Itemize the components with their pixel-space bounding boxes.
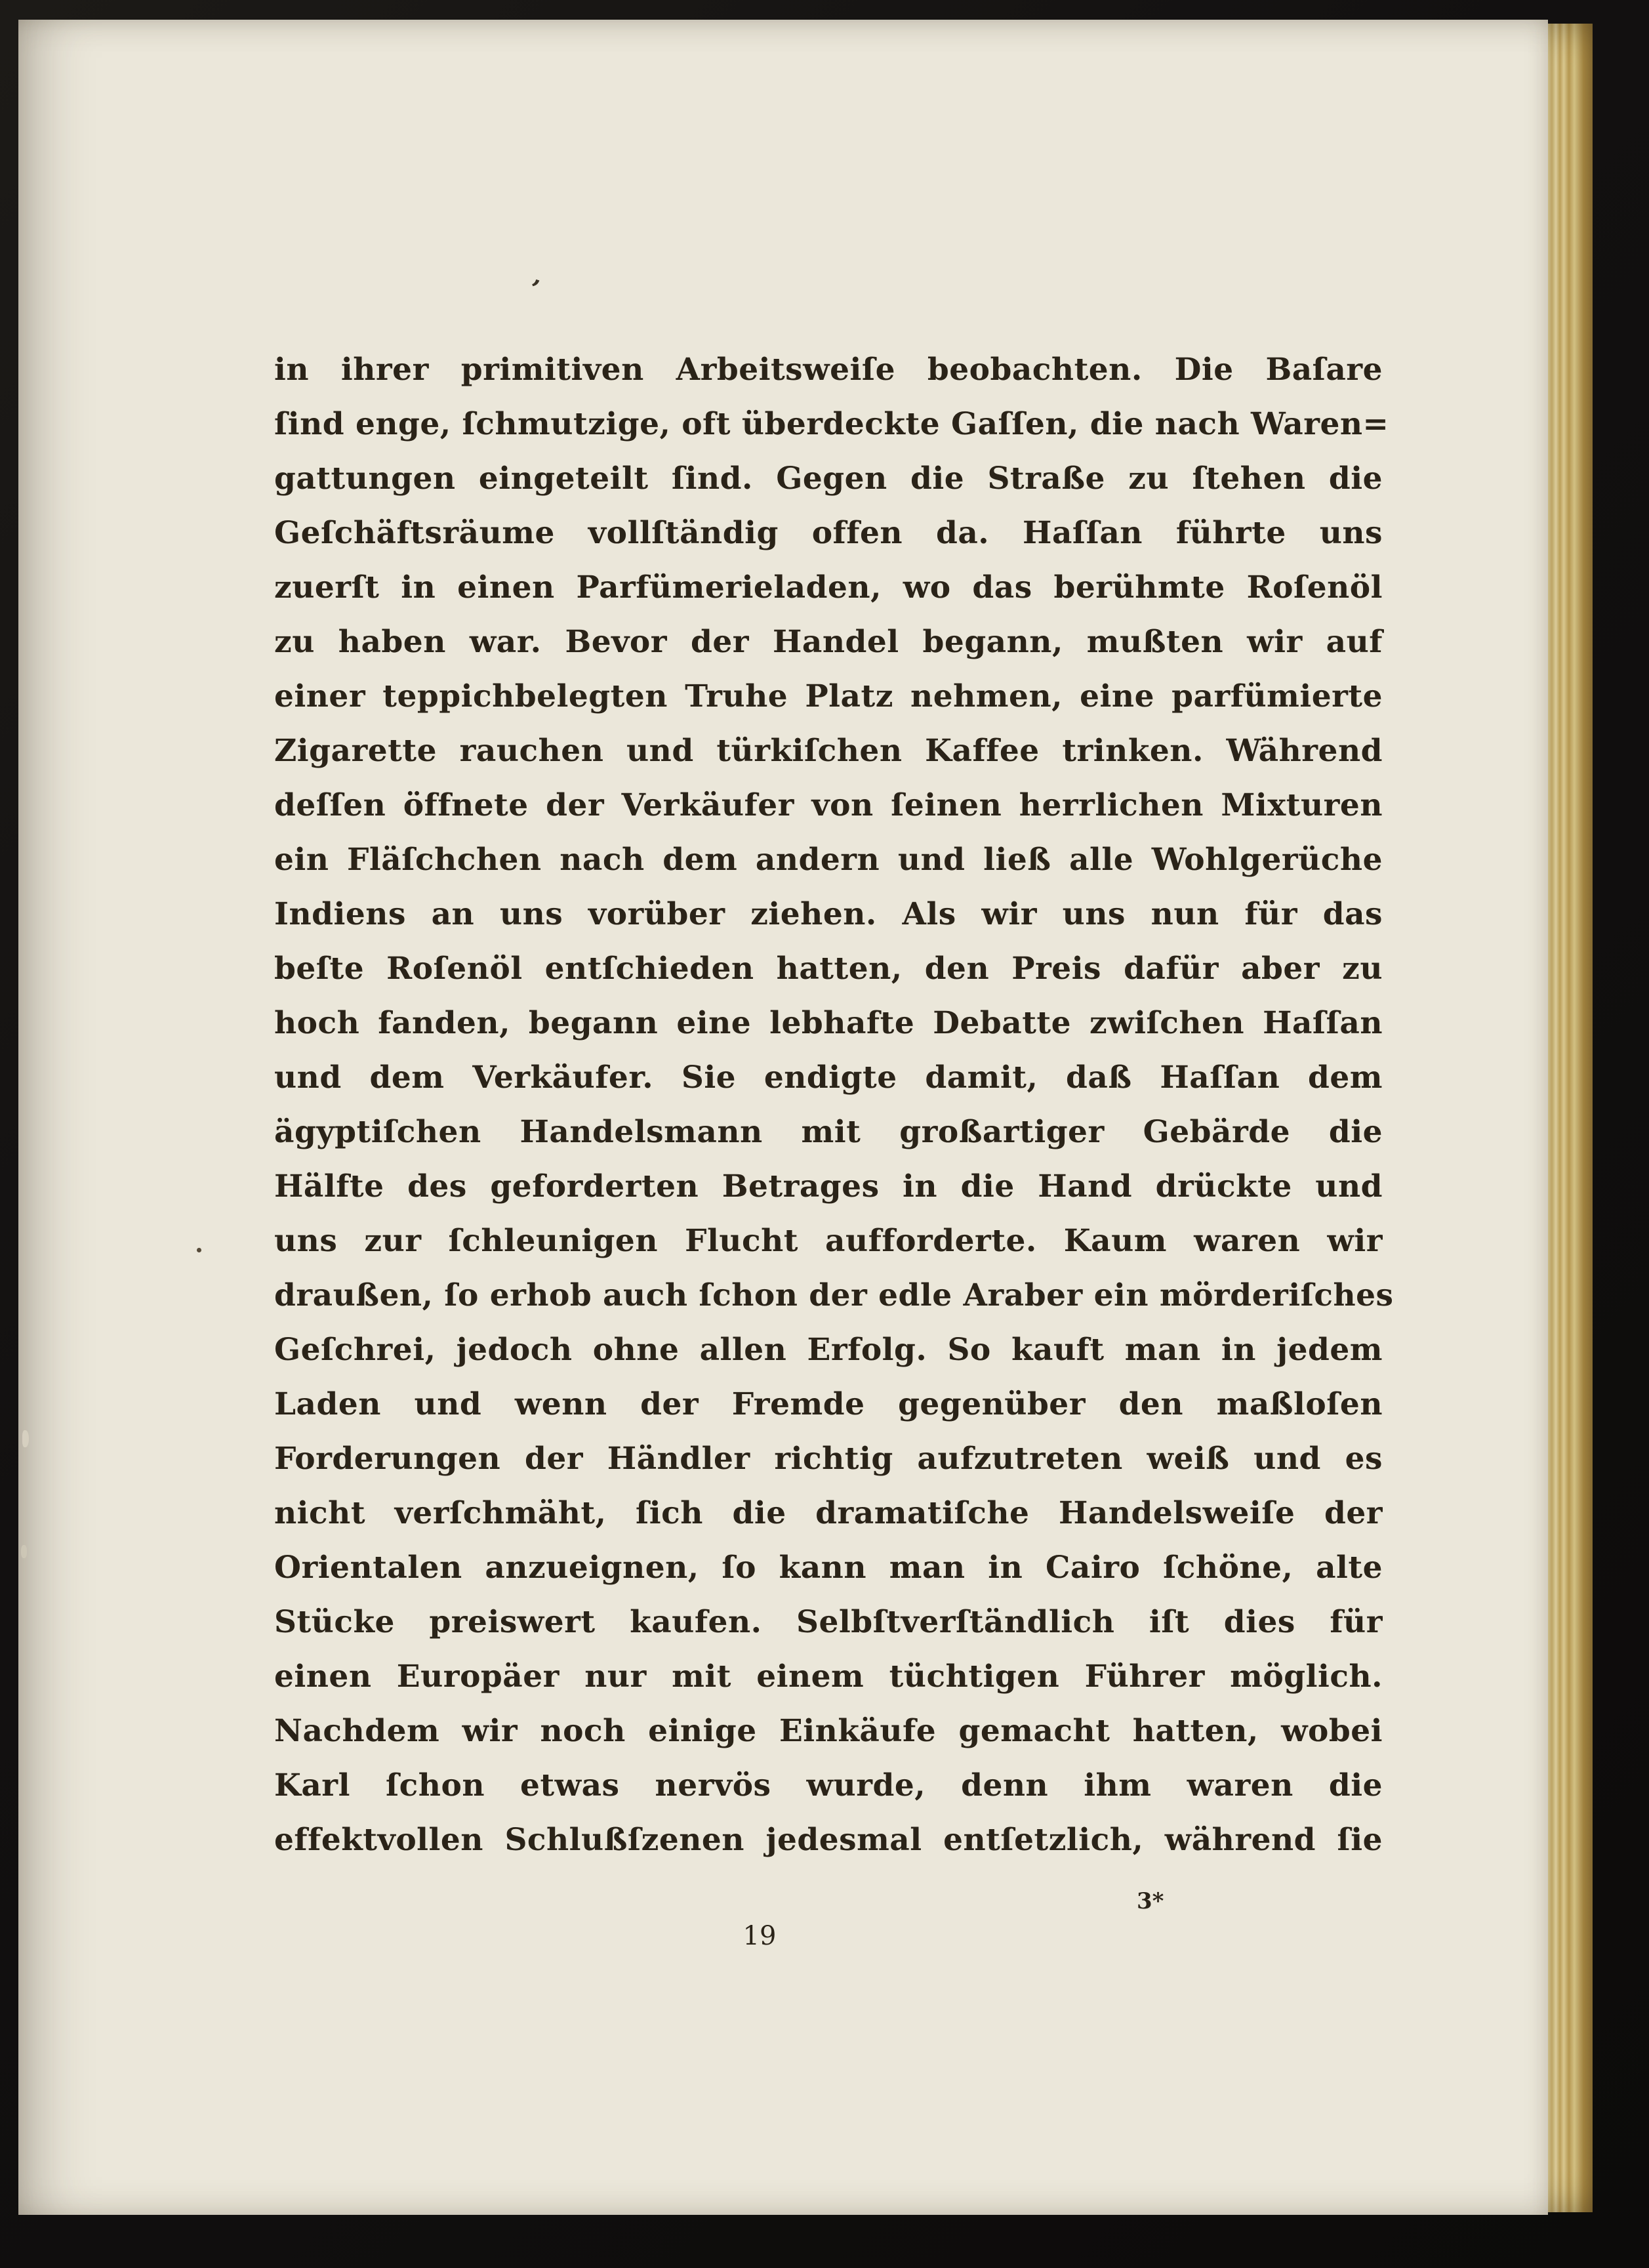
text-line: deſſen öffnete der Verkäufer von ſeinen herrlichen Mixturen [274,787,1383,823]
text-line: Geſchrei, jedoch ohne allen Erfolg. So kauft man in jedem [274,1332,1383,1368]
scan-speck [22,1430,29,1447]
text-line: Zigarette rauchen und türkiſchen Kaffee trinken. Während [274,733,1383,769]
body-text [274,342,1394,1867]
text-line: beſte Roſenöl entſchieden hatten, den Preis dafür aber zu [274,951,1383,987]
text-line: Forderungen der Händler richtig aufzutreten weiß und es [274,1441,1383,1477]
book-page [18,20,1548,2215]
scan-speck [197,1248,201,1252]
page-number: 19 [743,1921,777,1951]
signature-mark: 3* [1137,1888,1164,1914]
text-line: gattungen eingeteilt ſind. Gegen die Straße zu ſtehen die [274,461,1383,497]
text-line: hoch fanden, begann eine lebhafte Debatte zwiſchen Haſſan [274,1005,1383,1041]
text-line: Karl ſchon etwas nervös wurde, denn ihm waren die [274,1767,1383,1804]
text-line: Laden und wenn der Fremde gegenüber den maßloſen [274,1386,1383,1422]
text-line: ägyptiſchen Handelsmann mit großartiger Gebärde die [274,1114,1383,1150]
text-line: einen Europäer nur mit einem tüchtigen Führer möglich. [274,1659,1383,1695]
text-line: ein Fläſchchen nach dem andern und ließ alle Wohlgerüche [274,842,1383,878]
scan-artifact-mark: ʼ [524,273,542,306]
text-line: ſind enge, ſchmutzige, oft überdeckte Gaſſen, die nach Waren= [274,406,1389,442]
text-line: draußen, ſo erhob auch ſchon der edle Araber ein mörderiſches [274,1277,1394,1313]
text-line: in ihrer primitiven Arbeitsweiſe beobachten. Die Baſare [274,352,1383,388]
text-line: Geſchäftsräume vollſtändig offen da. Haſſan führte uns [274,515,1383,551]
text-line: zu haben war. Bevor der Handel begann, mußten wir auf [274,624,1383,660]
text-line: Hälfte des geforderten Betrages in die Hand drückte und [274,1168,1383,1205]
text-line: einer teppichbelegten Truhe Platz nehmen, eine parfümierte [274,678,1383,714]
text-line: Stücke preiswert kaufen. Selbſtverſtändlich iſt dies für [274,1604,1383,1640]
text-line: uns zur ſchleunigen Flucht aufforderte. Kaum waren wir [274,1223,1383,1259]
text-line: effektvollen Schlußſzenen jedesmal entſetzlich, während ſie [274,1822,1383,1858]
book-fore-edge [1548,24,1593,2212]
text-line: nicht verſchmäht, ſich die dramatiſche Handelsweiſe der [274,1495,1383,1531]
scan-speck [21,1545,27,1558]
text-line: Indiens an uns vorüber ziehen. Als wir uns nun für das [274,896,1383,932]
text-line: Nachdem wir noch einige Einkäufe gemacht hatten, wobei [274,1713,1383,1749]
text-line: und dem Verkäufer. Sie endigte damit, daß Haſſan dem [274,1060,1383,1096]
text-line: zuerſt in einen Parfümerieladen, wo das berühmte Roſenöl [274,569,1383,606]
text-line: Orientalen anzueignen, ſo kann man in Cairo ſchöne, alte [274,1550,1383,1586]
